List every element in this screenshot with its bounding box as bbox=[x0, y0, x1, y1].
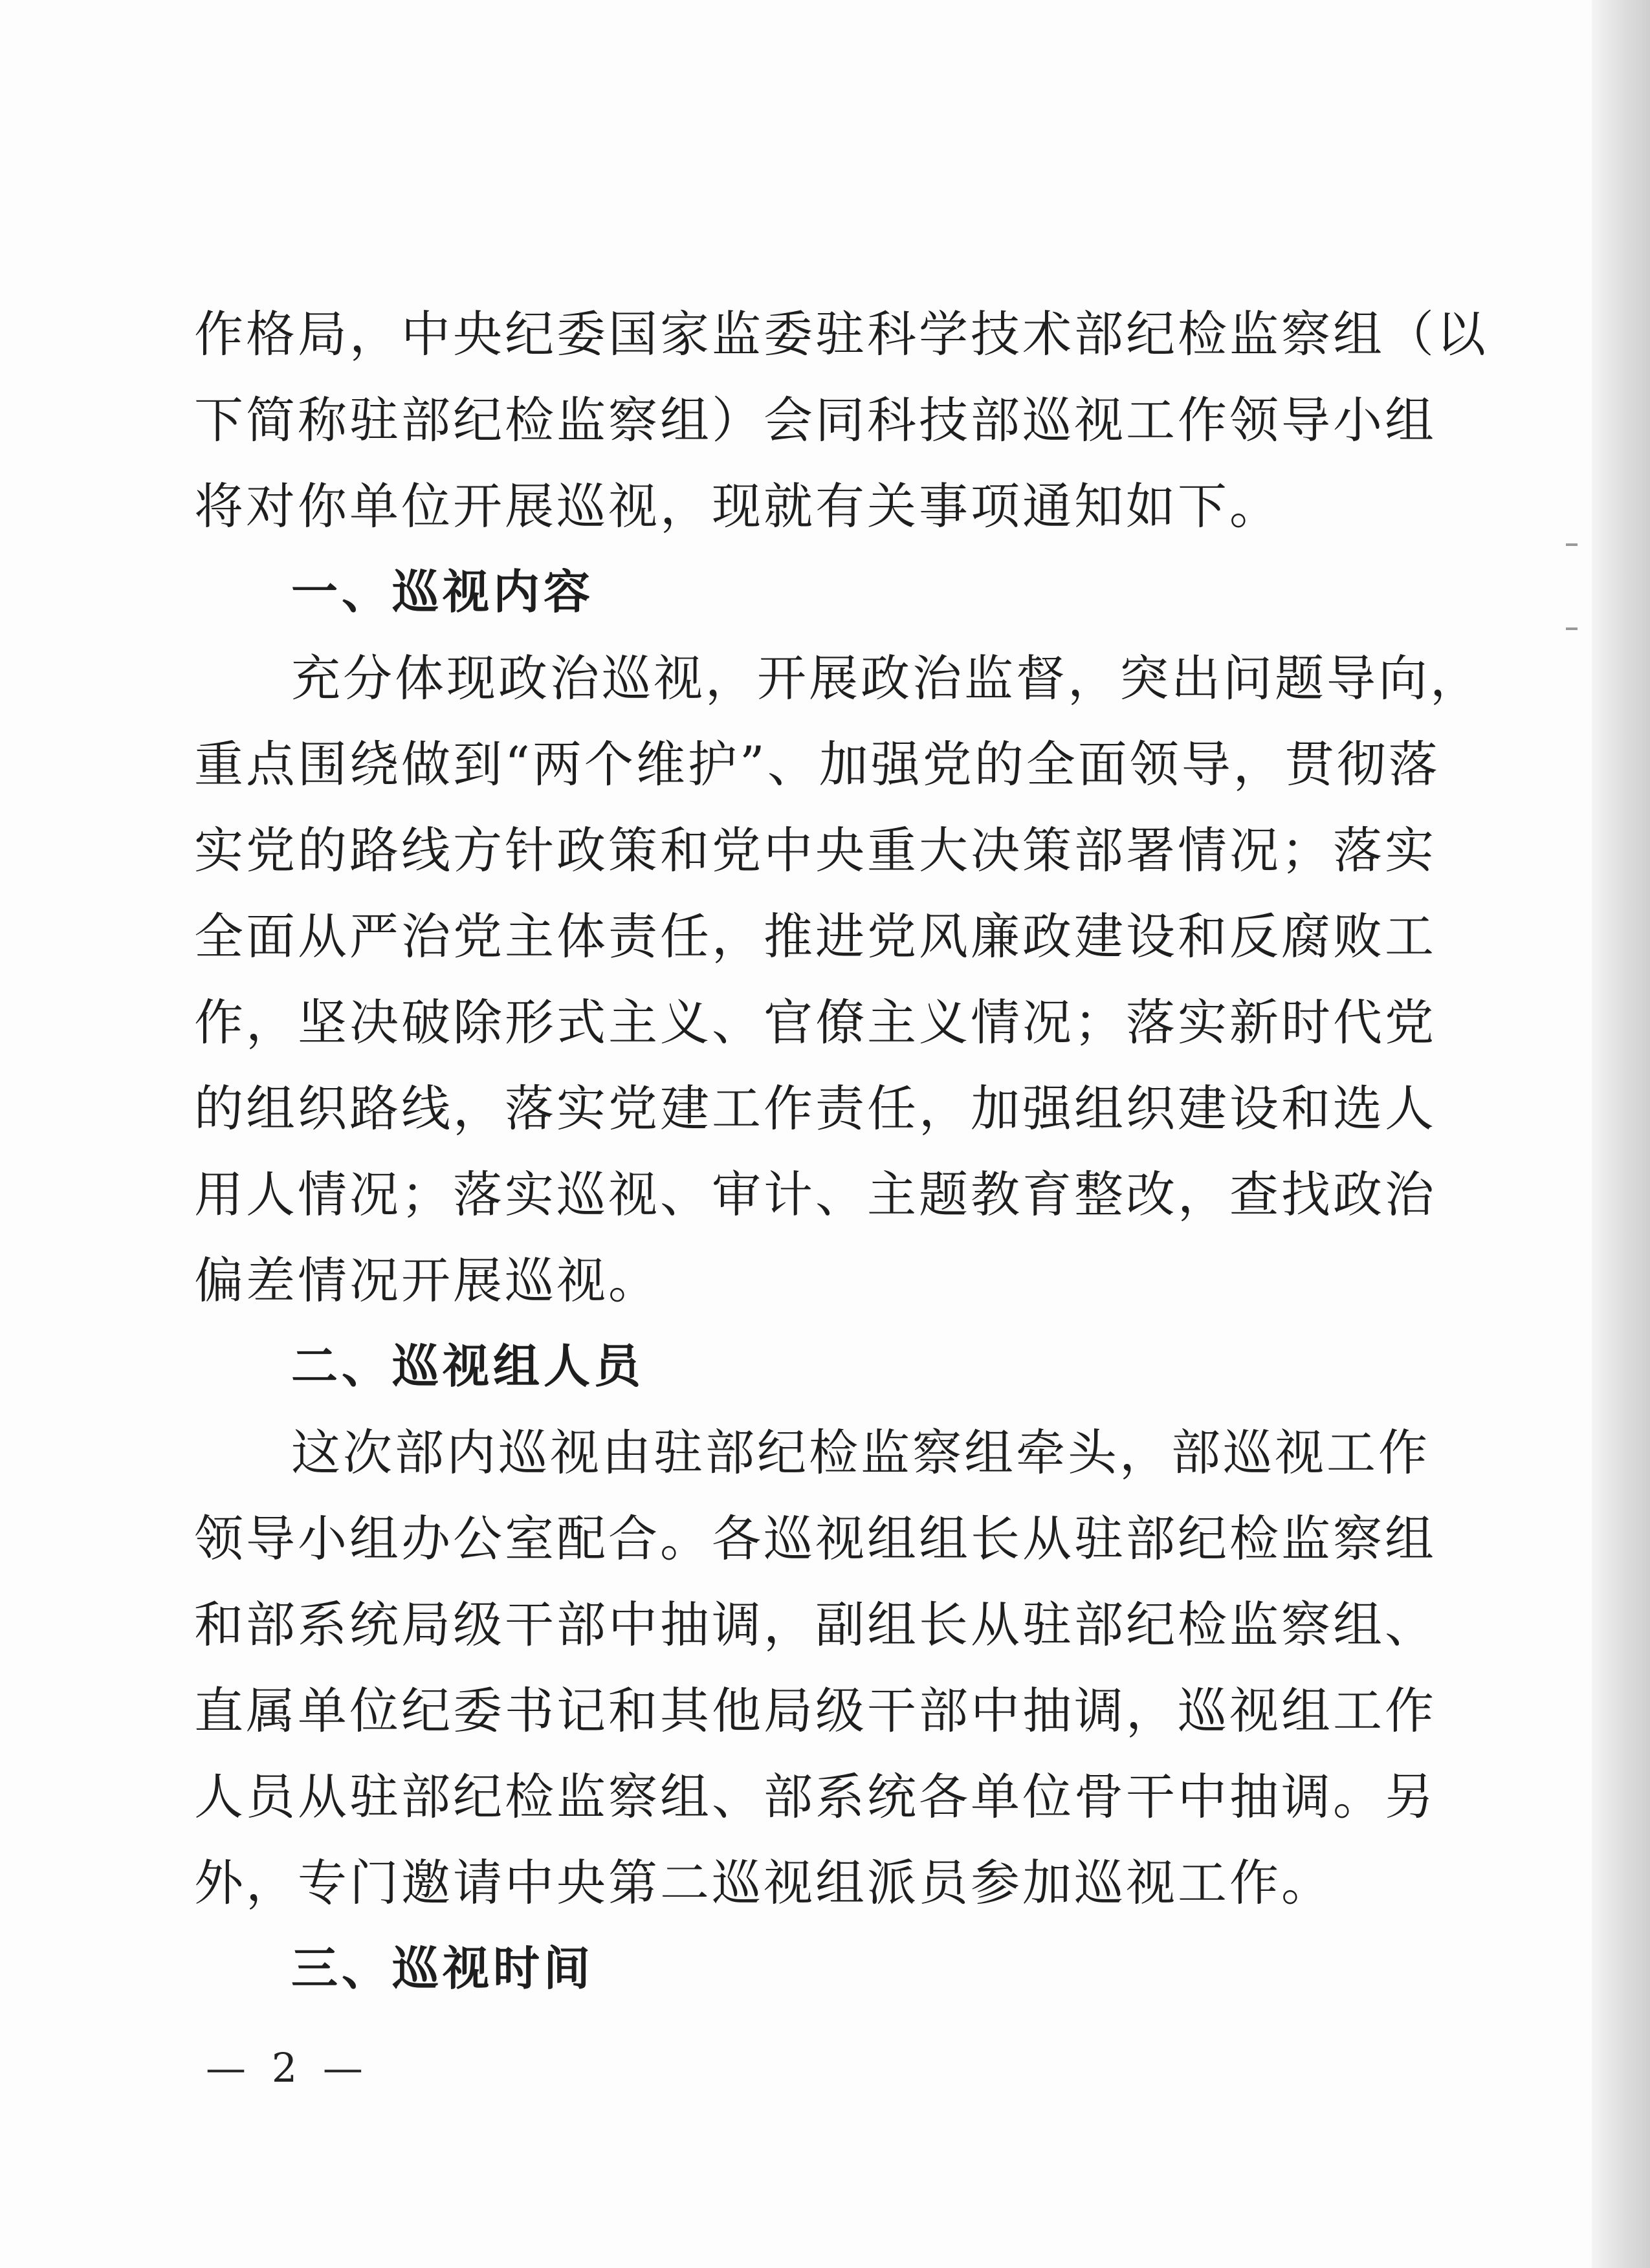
text-line: 偏差情况开展巡视。 bbox=[194, 1252, 660, 1309]
text-line: 将对你单位开展巡视，现就有关事项通知如下。 bbox=[194, 477, 1281, 535]
section-heading: 二、巡视组人员 bbox=[291, 1339, 645, 1393]
text-line: 全面从严治党主体责任，推进党风廉政建设和反腐败工 bbox=[194, 908, 1436, 965]
text-line: 下简称驻部纪检监察组）会同科技部巡视工作领导小组 bbox=[194, 391, 1436, 449]
text-line: 重点围绕做到“两个维护”、加强党的全面领导，贯彻落 bbox=[194, 736, 1440, 793]
text-line: 作格局，中央纪委国家监委驻科学技术部纪检监察组（以 bbox=[194, 305, 1488, 363]
text-line: 这次部内巡视由驻部纪检监察组牵头，部巡视工作 bbox=[291, 1424, 1430, 1481]
section-heading: 三、巡视时间 bbox=[291, 1941, 595, 1996]
text-line: 直属单位纪委书记和其他局级干部中抽调，巡视组工作 bbox=[194, 1682, 1436, 1739]
text-line: 和部系统局级干部中抽调，副组长从驻部纪检监察组、 bbox=[194, 1596, 1436, 1653]
text-line: 充分体现政治巡视，开展政治监督，突出问题导向， bbox=[291, 649, 1482, 707]
text-line: 的组织路线，落实党建工作责任，加强组织建设和选人 bbox=[194, 1080, 1436, 1137]
text-line: 外，专门邀请中央第二巡视组派员参加巡视工作。 bbox=[194, 1854, 1333, 1912]
scan-edge-shadow bbox=[1592, 0, 1650, 2268]
scan-artifact-mark bbox=[1566, 543, 1578, 546]
text-line: 领导小组办公室配合。各巡视组组长从驻部纪检监察组 bbox=[194, 1510, 1436, 1567]
text-line: 用人情况；落实巡视、审计、主题教育整改，查找政治 bbox=[194, 1166, 1436, 1223]
section-heading: 一、巡视内容 bbox=[291, 565, 595, 619]
page-number: — 2 — bbox=[206, 2044, 369, 2091]
text-line: 人员从驻部纪检监察组、部系统各单位骨干中抽调。另 bbox=[194, 1768, 1436, 1826]
text-line: 作，坚决破除形式主义、官僚主义情况；落实新时代党 bbox=[194, 994, 1436, 1051]
document-body bbox=[194, 291, 1488, 2012]
text-line: 实党的路线方针政策和党中央重大决策部署情况；落实 bbox=[194, 822, 1436, 879]
scan-artifact-mark bbox=[1566, 627, 1578, 630]
